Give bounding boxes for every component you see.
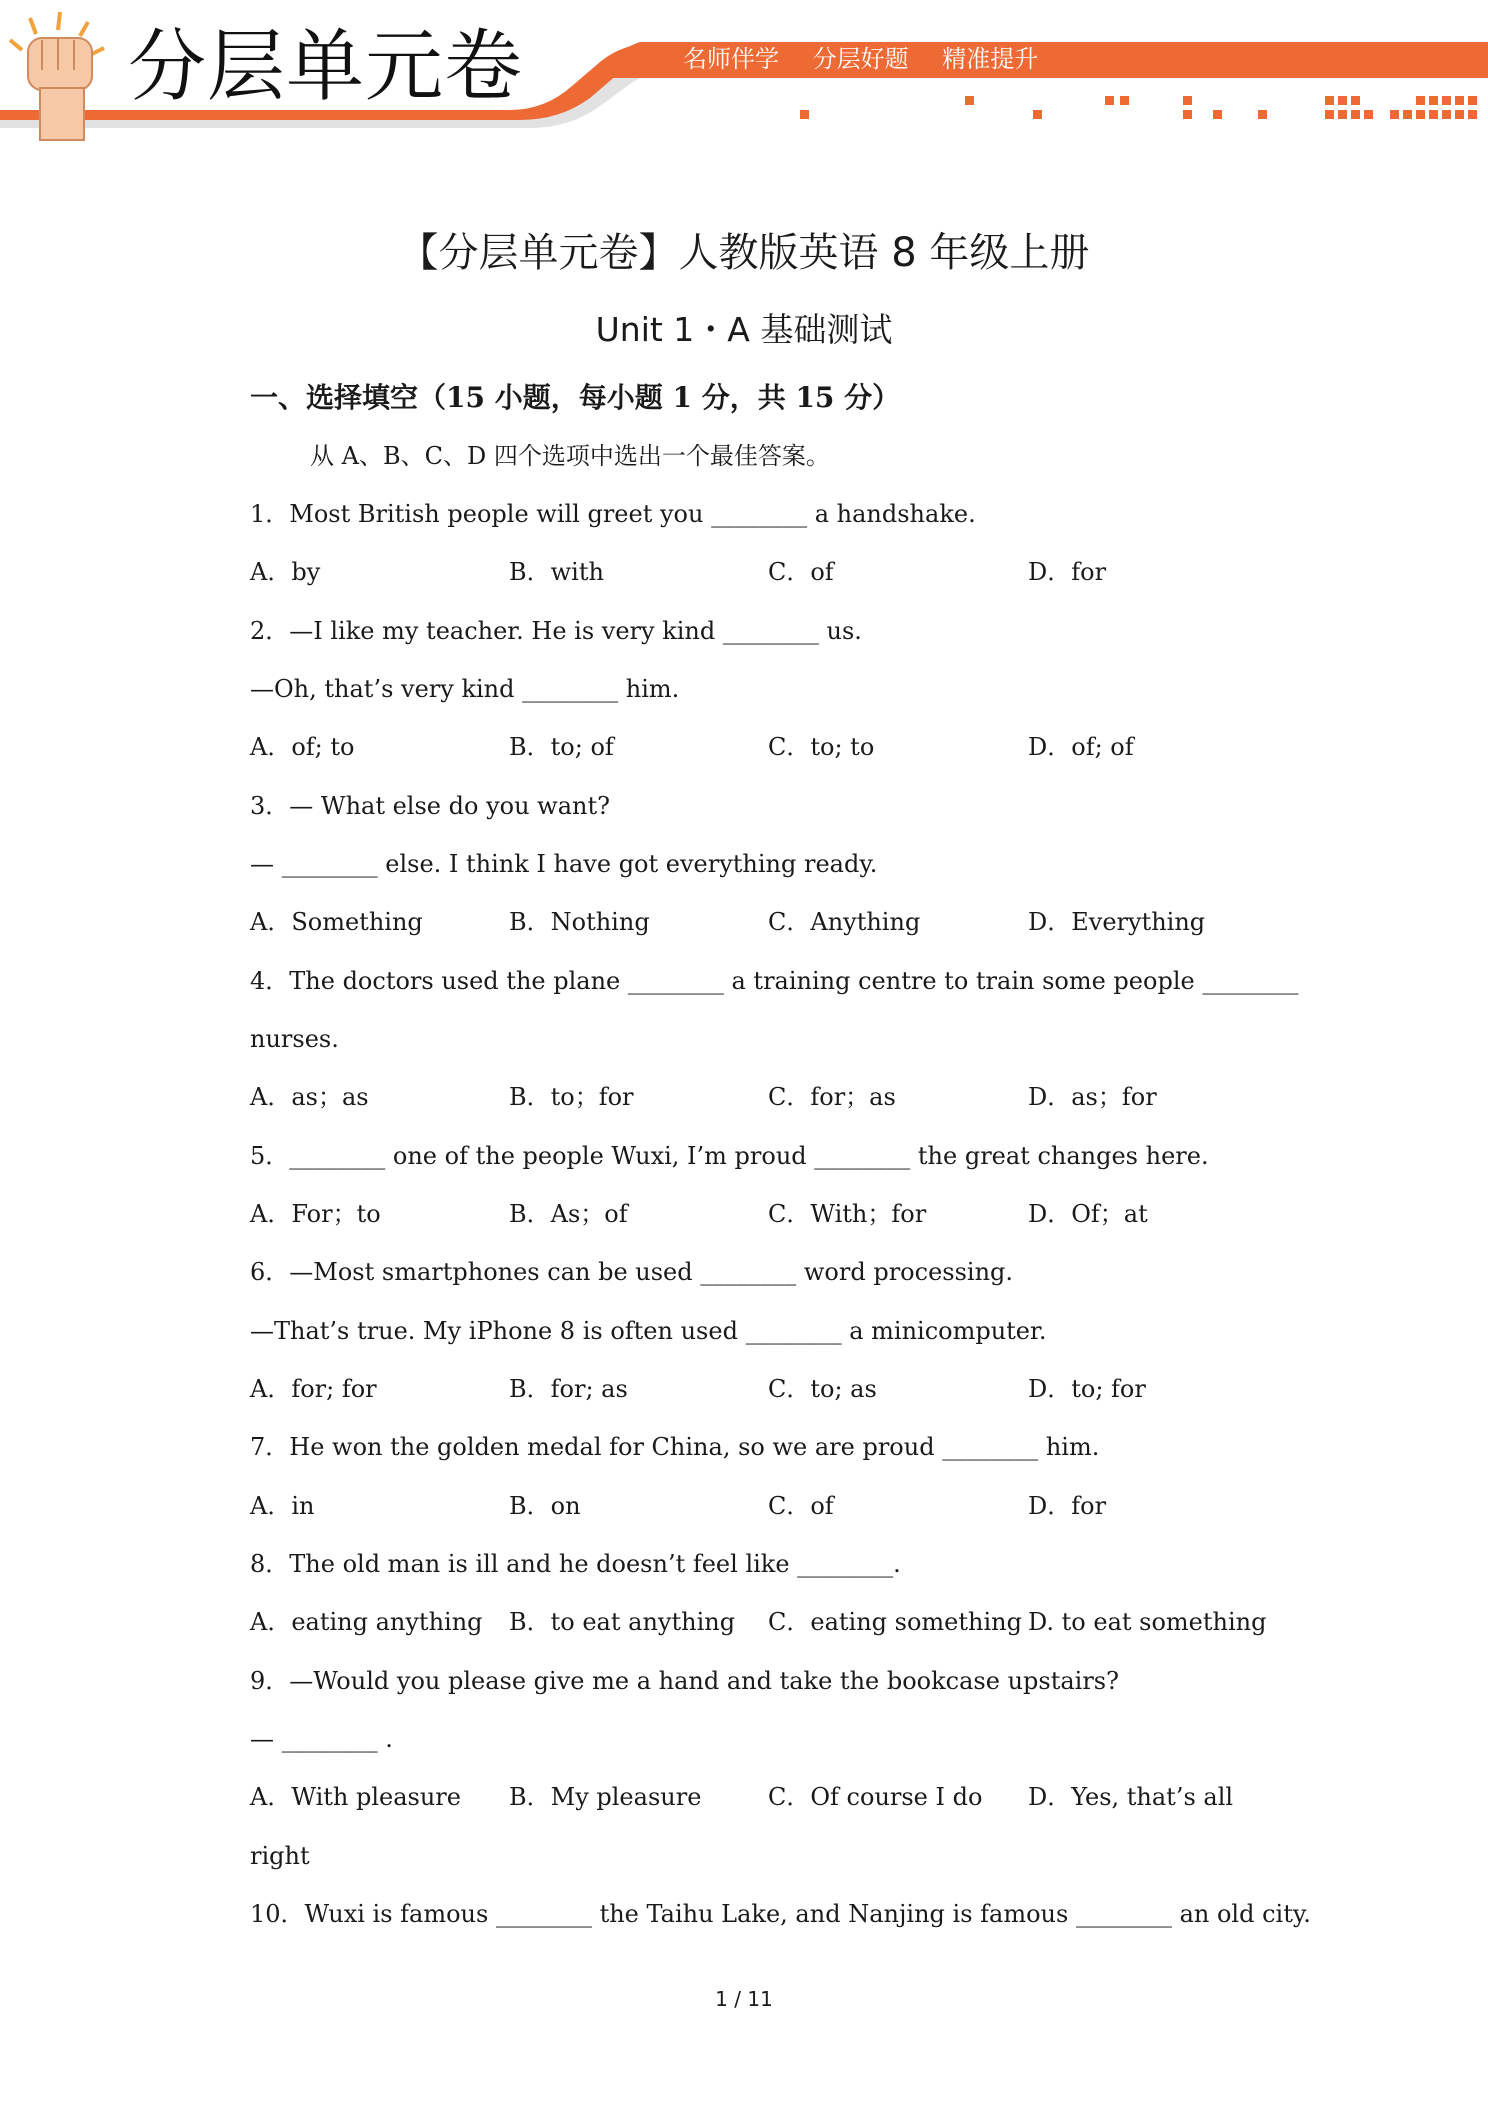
question-line: —Oh, that’s very kind ________ him. <box>250 675 680 703</box>
option-d: D．Yes, that’s all <box>1028 1783 1234 1811</box>
option-c: C．With；for <box>768 1200 927 1228</box>
option-b: B．with <box>509 558 604 586</box>
question-line: 3．— What else do you want? <box>250 792 610 820</box>
section-heading: 一、选择填空（15 小题，每小题 1 分，共 15 分） <box>250 381 901 414</box>
question-line: 5．________ one of the people Wuxi, I’m proud ________ the great changes here. <box>250 1142 1209 1170</box>
option-c: C．of <box>768 1492 834 1520</box>
option-b: B．to；for <box>509 1083 634 1111</box>
question-line: 6．—Most smartphones can be used ________ word processing. <box>250 1258 1014 1286</box>
option-a: A．of; to <box>250 733 355 761</box>
option-b: B．on <box>509 1492 581 1520</box>
slogan <box>683 44 1064 74</box>
question-line: 4．The doctors used the plane ________ a training centre to train some people ________ <box>250 967 1299 995</box>
option-d: D．Everything <box>1028 908 1206 936</box>
option-a: A．Something <box>250 908 423 936</box>
document-subtitle: Unit 1・A 基础测试 <box>595 310 893 349</box>
option-b: B．Nothing <box>509 908 650 936</box>
option-a: A．as；as <box>250 1083 369 1111</box>
option-a: A．for; for <box>250 1375 377 1403</box>
option-d: D．for <box>1028 558 1107 586</box>
option-d-wrap: right <box>250 1842 310 1870</box>
option-d: D．as；for <box>1028 1083 1157 1111</box>
option-d: D．Of；at <box>1028 1200 1148 1228</box>
slogan-item: 精准提升 <box>942 45 1039 73</box>
option-b: B．to eat anything <box>509 1608 736 1636</box>
question-line: —That’s true. My iPhone 8 is often used ________ a minicomputer. <box>250 1317 1047 1345</box>
page-number: 1 / 11 <box>715 1987 773 2011</box>
option-a: A．For；to <box>250 1200 381 1228</box>
option-c: C．Anything <box>768 908 921 936</box>
question-line: 7．He won the golden medal for China, so we are proud ________ him. <box>250 1433 1100 1461</box>
question-line: 10．Wuxi is famous ________ the Taihu Lake, and Nanjing is famous ________ an old city. <box>250 1900 1311 1928</box>
question-line: — ________ else. I think I have got everything ready. <box>250 850 878 878</box>
question-line: 1．Most British people will greet you ________ a handshake. <box>250 500 976 528</box>
document-title: 【分层单元卷】人教版英语 8 年级上册 <box>398 230 1090 276</box>
option-b: B．As；of <box>509 1200 628 1228</box>
option-d: D. to eat something <box>1028 1608 1267 1636</box>
option-c: C．of <box>768 558 834 586</box>
option-a: A．With pleasure <box>250 1783 461 1811</box>
option-b: B．for; as <box>509 1375 628 1403</box>
option-b: B．to; of <box>509 733 614 761</box>
slogan-item: 名师伴学 <box>683 45 779 73</box>
question-line: 2．—I like my teacher. He is very kind ________ us. <box>250 617 862 645</box>
option-d: D．of; of <box>1028 733 1134 761</box>
option-c: C．to; to <box>768 733 875 761</box>
slogan-item: 分层好题 <box>812 45 909 73</box>
question-line: 9．—Would you please give me a hand and take the bookcase upstairs? <box>250 1667 1119 1695</box>
option-a: A．in <box>250 1492 315 1520</box>
option-a: A．eating anything <box>250 1608 483 1636</box>
section-instruction: 从 A、B、C、D 四个选项中选出一个最佳答案。 <box>310 442 830 470</box>
brand-title: 分层单元卷 <box>128 22 524 112</box>
option-d: D．for <box>1028 1492 1107 1520</box>
option-c: C．to; as <box>768 1375 877 1403</box>
option-c: C．for；as <box>768 1083 896 1111</box>
decorative-squares <box>800 96 1477 119</box>
option-b: B．My pleasure <box>509 1783 702 1811</box>
option-a: A．by <box>250 558 321 586</box>
question-line: nurses. <box>250 1025 339 1053</box>
option-c: C．eating something <box>768 1608 1022 1636</box>
question-line: — ________ . <box>250 1725 393 1753</box>
option-c: C．Of course I do <box>768 1783 983 1811</box>
question-line: 8．The old man is ill and he doesn’t feel like ________. <box>250 1550 901 1578</box>
option-d: D．to; for <box>1028 1375 1146 1403</box>
